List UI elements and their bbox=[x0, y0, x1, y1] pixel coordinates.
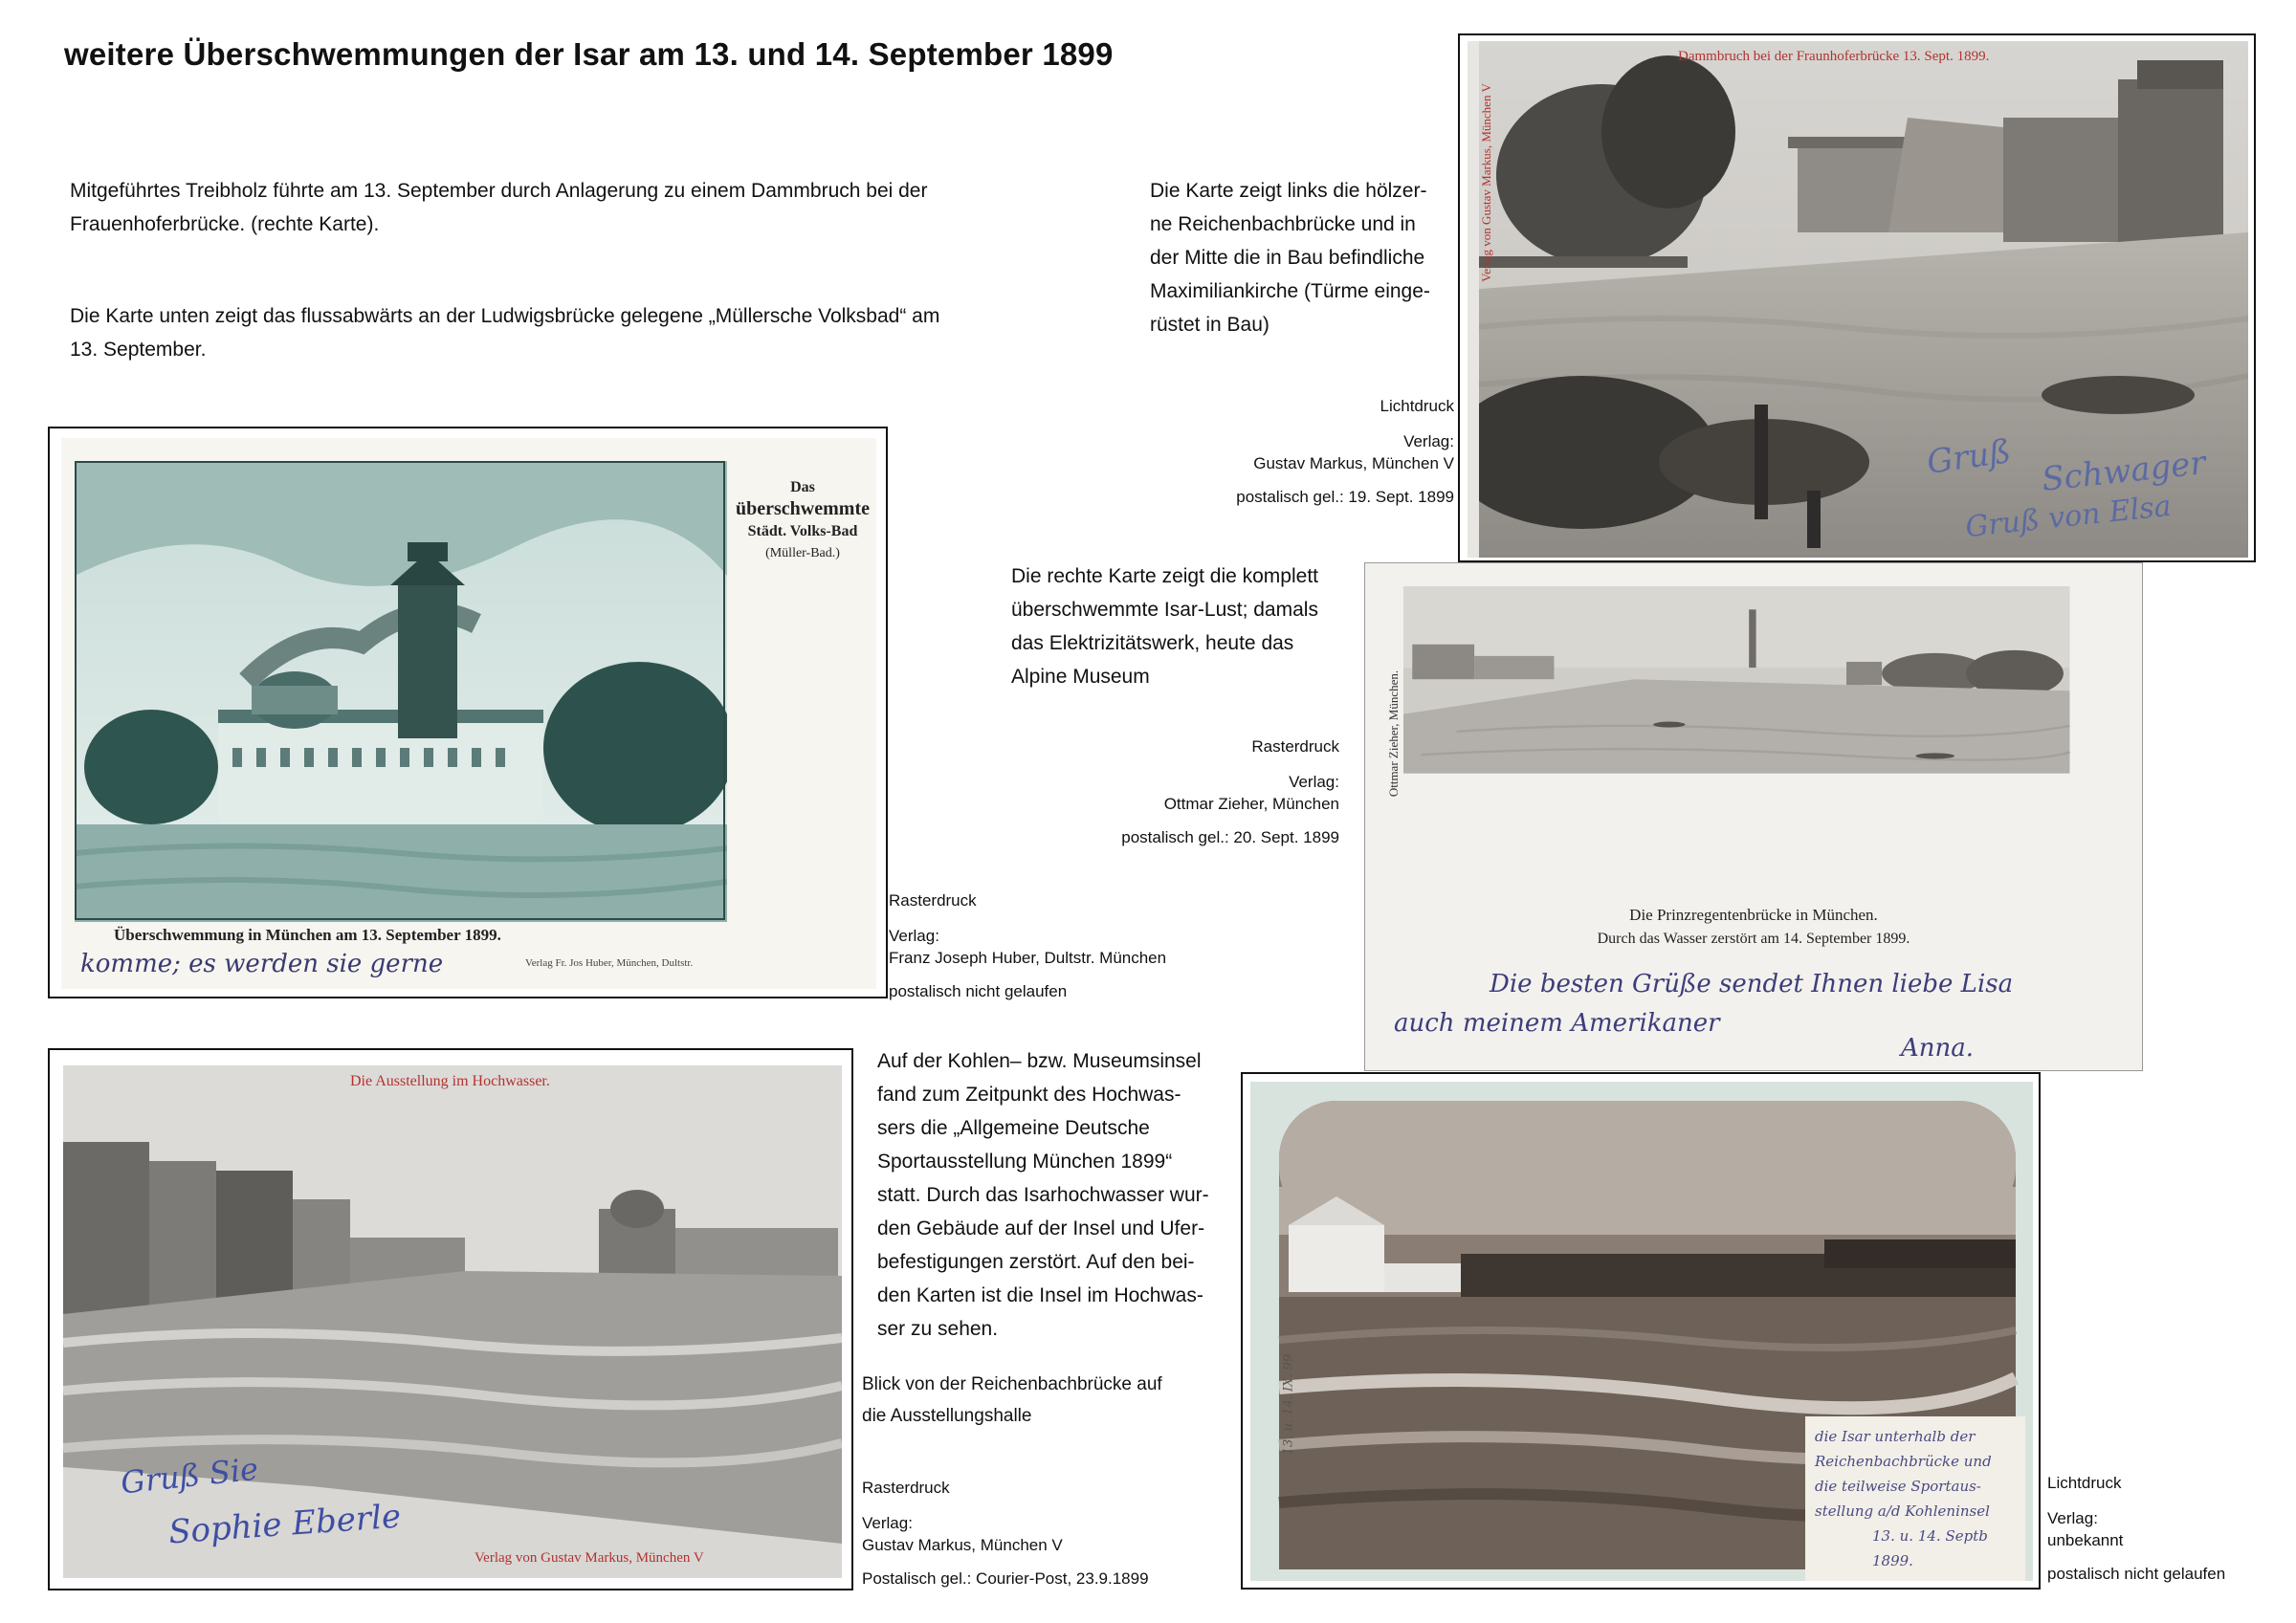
description-line: rüstet in Bau) bbox=[1150, 314, 1269, 336]
postcard-dammbruch bbox=[1468, 41, 2248, 558]
postcard-prinzregentenbruecke bbox=[1364, 562, 2143, 1071]
print-technique: Rasterdruck bbox=[1251, 737, 1339, 756]
postcard-prinzregentenbruecke-image bbox=[1403, 586, 2123, 894]
postcard-ausstellung bbox=[63, 1065, 842, 1578]
top-right-description bbox=[1150, 174, 1456, 341]
postcard-side-text: Verlag von Gustav Markus, München V bbox=[1479, 83, 1493, 282]
description-line: Alpine Museum bbox=[1011, 666, 1150, 688]
postcard-frame-dammbruch bbox=[1458, 33, 2256, 562]
print-technique: Rasterdruck bbox=[889, 891, 977, 910]
verlag-label: Verlag: bbox=[1403, 432, 1454, 450]
blick-description bbox=[862, 1369, 1225, 1432]
description-line: Sportausstellung München 1899“ bbox=[877, 1151, 1173, 1173]
description-line: den Gebäude auf der Insel und Ufer- bbox=[877, 1217, 1205, 1239]
top-right-card-meta bbox=[1129, 395, 1454, 508]
postcard-caption-2: Durch das Wasser zerstört am 14. September 1899. bbox=[1597, 931, 1910, 947]
intro-p1-line2: Frauenhoferbrücke. (rechte Karte). bbox=[70, 213, 380, 235]
description-line: den Karten ist die Insel im Hochwas- bbox=[877, 1284, 1203, 1306]
handwriting-line: die Isar unterhalb der bbox=[1815, 1428, 1976, 1445]
handwriting-line: stellung a/d Kohleninsel bbox=[1815, 1502, 1990, 1520]
middle-right-card-meta bbox=[1014, 735, 1339, 848]
description-line: statt. Durch das Isarhochwasser wur- bbox=[877, 1184, 1209, 1206]
description-line: die Ausstellungshalle bbox=[862, 1406, 1032, 1426]
verlag-label: Verlag: bbox=[1289, 773, 1339, 791]
verlag-label: Verlag: bbox=[862, 1514, 913, 1532]
page-title: weitere Überschwemmungen der Isar am 13. und 14. September 1899 bbox=[64, 36, 1114, 72]
handwriting-block bbox=[1815, 1424, 2025, 1573]
print-technique: Lichtdruck bbox=[1380, 397, 1454, 415]
description-line: der Mitte die in Bau befindliche bbox=[1150, 247, 1425, 269]
description-line: Die Karte zeigt links die hölzer- bbox=[1150, 180, 1427, 202]
postcard-ausstellung-image bbox=[63, 1065, 842, 1578]
postcard-image-border bbox=[75, 461, 725, 920]
postal-status: Postalisch gel.: Courier-Post, 23.9.1899 bbox=[862, 1569, 1149, 1588]
handwriting-2: Sophie Eberle bbox=[166, 1497, 403, 1552]
verlag-name: Gustav Markus, München V bbox=[1253, 454, 1454, 472]
middle-right-description bbox=[1011, 559, 1356, 693]
description-line: ser zu sehen. bbox=[877, 1318, 999, 1340]
postal-status: postalisch gel.: 19. Sept. 1899 bbox=[1236, 488, 1454, 506]
description-line: Maximiliankirche (Türme einge- bbox=[1150, 280, 1430, 302]
title-line: Städt. Volks-Bad bbox=[747, 523, 858, 539]
postcard-side-text: Ottmar Zieher, München. bbox=[1386, 669, 1401, 798]
intro-p1-line1: Mitgeführtes Treibholz führte am 13. September durch Anlagerung zu einem Dammbruch bei der bbox=[70, 180, 928, 202]
intro-p2-line2: 13. September. bbox=[70, 339, 207, 361]
print-technique: Rasterdruck bbox=[862, 1479, 950, 1497]
handwriting-line: die teilweise Sportaus- bbox=[1815, 1478, 1981, 1495]
title-line: überschwemmte bbox=[736, 498, 870, 519]
verlag-name: unbekannt bbox=[2047, 1531, 2124, 1549]
verlag-label: Verlag: bbox=[2047, 1509, 2098, 1527]
postcard-side-text: 13. u. 14. IX. 99 bbox=[1281, 1353, 1296, 1456]
handwriting-3: Gruß von Elsa bbox=[1963, 489, 2174, 545]
description-line: fand zum Zeitpunkt des Hochwas- bbox=[877, 1084, 1181, 1106]
postcard-frame-ausstellung bbox=[48, 1048, 853, 1590]
verlag-name: Ottmar Zieher, München bbox=[1163, 795, 1339, 813]
intro-paragraph-2 bbox=[70, 299, 1027, 366]
left-top-card-meta bbox=[889, 889, 1214, 1002]
description-line: das Elektrizitätswerk, heute das bbox=[1011, 632, 1294, 654]
bottom-right-card-meta bbox=[2047, 1472, 2286, 1585]
postcard-frame-isar bbox=[1241, 1072, 2041, 1590]
description-line: Die rechte Karte zeigt die komplett bbox=[1011, 565, 1318, 587]
postcard-caption-1: Die Prinzregentenbrücke in München. bbox=[1629, 906, 1878, 924]
postcard-isar bbox=[1250, 1082, 2033, 1581]
description-line: Blick von der Reichenbachbrücke auf bbox=[862, 1374, 1162, 1394]
postcard-frame-volksbad bbox=[48, 427, 888, 998]
postcard-volksbad bbox=[61, 438, 876, 989]
verlag-name: Franz Joseph Huber, Dultstr. München bbox=[889, 949, 1167, 967]
postcard-caption: Überschwemmung in München am 13. September 1899. bbox=[114, 926, 501, 944]
handwriting-1: Die besten Grüße sendet Ihnen liebe Lisa bbox=[1490, 970, 2014, 998]
handwriting-2: Schwager bbox=[2040, 444, 2208, 499]
handwriting-2: auch meinem Amerikaner bbox=[1394, 1009, 1720, 1038]
description-line: Auf der Kohlen– bzw. Museumsinsel bbox=[877, 1050, 1202, 1072]
handwriting-1: Gruß Sie bbox=[119, 1450, 260, 1502]
title-line: (Müller-Bad.) bbox=[765, 546, 840, 560]
postcard-publisher: Verlag von Gustav Markus, München V bbox=[475, 1550, 704, 1566]
description-line: ne Reichenbachbrücke und in bbox=[1150, 213, 1416, 235]
description-line: befestigungen zerstört. Auf den bei- bbox=[877, 1251, 1195, 1273]
postal-status: postalisch nicht gelaufen bbox=[889, 982, 1068, 1000]
print-technique: Lichtdruck bbox=[2047, 1474, 2122, 1492]
postal-status: postalisch nicht gelaufen bbox=[2047, 1565, 2226, 1583]
intro-paragraph-1 bbox=[70, 174, 1027, 241]
verlag-name: Gustav Markus, München V bbox=[862, 1536, 1063, 1554]
handwriting-line: Reichenbachbrücke und bbox=[1815, 1453, 1992, 1470]
center-bottom-card-meta bbox=[862, 1477, 1187, 1590]
verlag-label: Verlag: bbox=[889, 927, 939, 945]
postcard-publisher: Verlag Fr. Jos Huber, München, Dultstr. bbox=[525, 957, 694, 969]
handwriting: komme; es werden sie gerne bbox=[80, 950, 444, 978]
postcard-caption: Die Ausstellung im Hochwasser. bbox=[350, 1073, 550, 1089]
handwriting-1: Gruß bbox=[1924, 432, 2014, 482]
title-line: Das bbox=[790, 479, 815, 495]
center-bottom-description bbox=[877, 1044, 1231, 1346]
handwriting-3: Anna. bbox=[1901, 1034, 1975, 1063]
description-line: überschwemmte Isar-Lust; damals bbox=[1011, 599, 1318, 621]
postal-status: postalisch gel.: 20. Sept. 1899 bbox=[1121, 828, 1339, 846]
intro-p2-line1: Die Karte unten zeigt das flussabwärts an der Ludwigsbrücke gelegene „Müllersche Volksbad“ am bbox=[70, 305, 940, 327]
postcard-caption: Dammbruch bei der Fraunhoferbrücke 13. Sept. 1899. bbox=[1678, 49, 1990, 64]
handwriting-line: 13. u. 14. Septb 1899. bbox=[1872, 1527, 1988, 1569]
postcard-title bbox=[736, 476, 870, 564]
description-line: sers die „Allgemeine Deutsche bbox=[877, 1117, 1150, 1139]
